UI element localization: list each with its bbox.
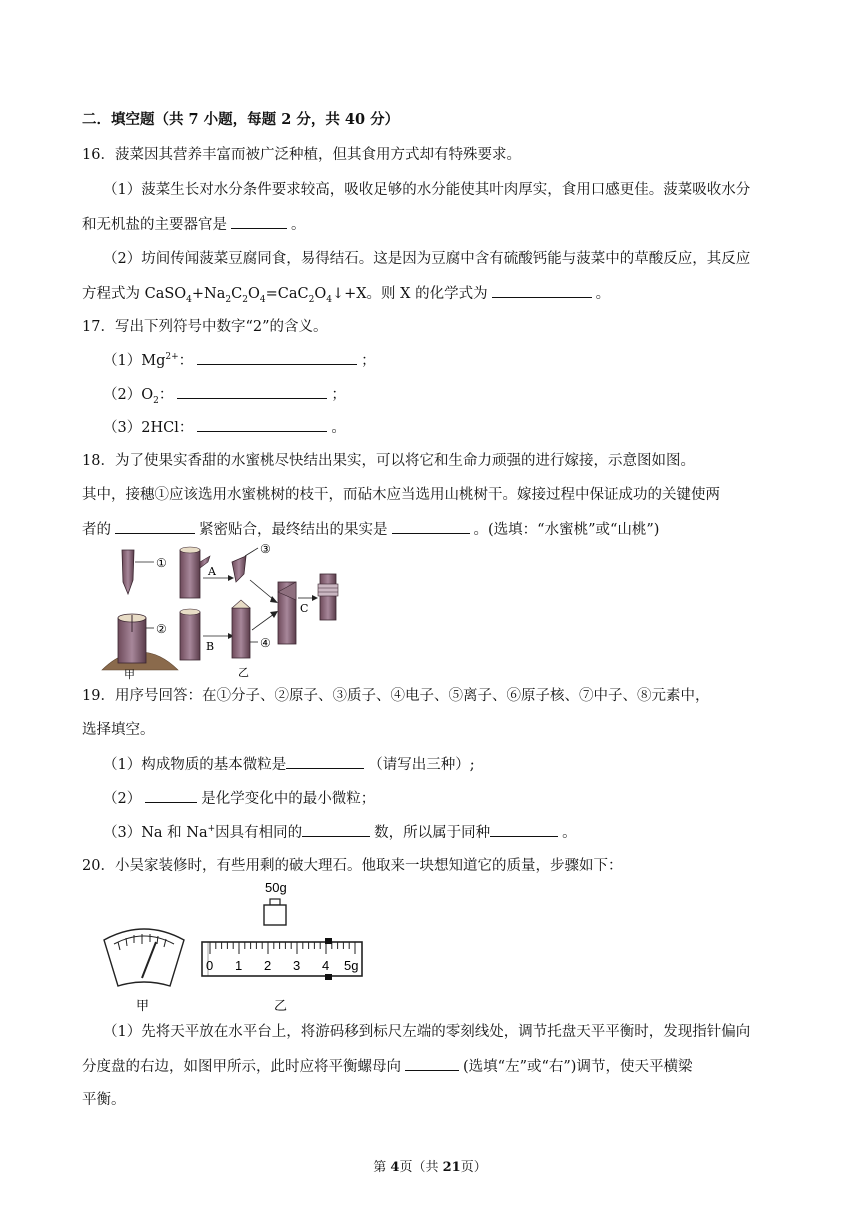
q19-item2-b: 是化学变化中的最小微粒；	[201, 791, 376, 807]
tick-3: 3	[293, 958, 301, 973]
rider-top	[325, 938, 332, 944]
label-C: C	[300, 602, 309, 615]
weight-figure	[264, 880, 287, 925]
q18-text-a: 者的	[82, 522, 111, 538]
q17-item3	[103, 417, 346, 438]
rider-bottom	[325, 974, 332, 980]
ruler-figure	[202, 938, 362, 1014]
q16-p1-line1: （1）菠菜生长对水分条件要求较高，吸收足够的水分能使其叶肉厚实，食用口感更佳。菠菜吸收水分	[103, 182, 751, 198]
q16-p2-line2: 方程式为 $CaSO_4+Na_2C_2O_4=CaC_2O_4↓+X$。则 X 的化学式为 。	[82, 283, 610, 304]
answer-blank[interactable]	[197, 417, 327, 432]
tick-4: 4	[322, 958, 330, 973]
footer-prefix: 第	[373, 1160, 391, 1175]
q20-text-b: (选填“左”或“右”)调节，使天平横梁	[463, 1059, 693, 1075]
scale-dial-figure	[104, 929, 184, 1014]
bound-figure	[318, 574, 338, 620]
q17-item2: $(2)O_2$： ；	[103, 384, 346, 405]
label-2: ②	[156, 622, 167, 636]
stock-B-figure	[180, 609, 200, 660]
answer-blank[interactable]	[286, 754, 364, 769]
answer-blank[interactable]	[302, 822, 370, 837]
q19-item1-a: （1）构成物质的基本微粒是	[103, 757, 287, 773]
grafting-figure	[100, 542, 350, 680]
q19-item3-a: （3）Na 和 Na	[103, 825, 208, 841]
label-1: ①	[156, 556, 167, 570]
q19-item1-b: （请写出三种）;	[368, 757, 475, 773]
q17-item2-label: （2）O	[103, 387, 154, 403]
q18-stem: 18．为了使果实香甜的水蜜桃尽快结出果实，可以将它和生命力顽强的进行嫁接，示意图如图。	[82, 453, 695, 469]
q19-item2	[103, 788, 375, 809]
equation-part-c: =CaC	[265, 286, 309, 302]
scion-3-figure	[232, 556, 246, 582]
combined-figure	[278, 582, 296, 644]
footer-suffix: 页）	[460, 1160, 487, 1175]
label-3: ③	[260, 542, 271, 556]
label-jia: 甲	[124, 668, 135, 680]
stock-4-figure	[232, 600, 250, 658]
q17-item3-label: （3）2HCl：	[103, 420, 194, 436]
q17-item1	[103, 350, 376, 371]
q18-line3	[82, 519, 659, 540]
q18-text-c: 。(选填：“水蜜桃”或“山桃”)	[473, 522, 660, 538]
charge-sup: +	[207, 824, 216, 835]
label-yi: 乙	[274, 999, 288, 1014]
label-jia: 甲	[136, 999, 150, 1014]
end-mark: 。	[595, 286, 611, 302]
footer-middle: 页（共	[399, 1160, 443, 1175]
weight-label: 50g	[265, 880, 287, 895]
colon: ：	[178, 353, 194, 369]
q20-p1-line3: 平衡。	[82, 1092, 126, 1108]
q16-p1-line2	[82, 214, 306, 235]
scion-1-figure	[122, 550, 134, 594]
end-mark: 。	[291, 217, 306, 233]
footer-page: 4	[390, 1160, 400, 1175]
equation-part-b: +Na	[191, 286, 226, 302]
answer-blank[interactable]	[392, 519, 470, 534]
end-mark: 。	[331, 420, 346, 436]
page-footer	[0, 1156, 860, 1175]
stock-A-figure	[180, 547, 210, 598]
tick-2: 2	[264, 958, 272, 973]
q17-item1-label: （1）Mg	[103, 353, 166, 369]
q18-line2: 其中，接穗①应该选用水蜜桃树的枝干，而砧木应当选用山桃树干。嫁接过程中保证成功的关键使两	[82, 487, 720, 503]
answer-blank[interactable]	[177, 384, 327, 399]
q19-item3-d: 。	[562, 825, 577, 841]
tick-1: 1	[235, 958, 243, 973]
q19-stem: 19．用序号回答：在①分子、②原子、③质子、④电子、⑤离子、⑥原子核、⑦中子、⑧元素中，	[82, 688, 710, 704]
q19-item3	[103, 822, 577, 843]
q19-item3-b: 因具有相同的	[215, 825, 303, 841]
answer-blank[interactable]	[231, 214, 287, 229]
q16-p2-line1: （2）坊间传闻菠菜豆腐同食，易得结石。这是因为豆腐中含有硫酸钙能与菠菜中的草酸反应，其反应	[103, 251, 751, 267]
tick-0: 0	[206, 958, 214, 973]
q19-item2-a: （2）	[103, 791, 142, 807]
charge-sup: 2+	[165, 352, 179, 363]
label-yi: 乙	[238, 666, 249, 679]
equation-part-a: 方程式为 CaSO	[82, 286, 187, 302]
section-heading: 二．填空题（共 7 小题，每题 2 分，共 40 分）	[82, 111, 400, 128]
q20-text-a: 分度盘的右边，如图甲所示，此时应将平衡螺母向	[82, 1059, 401, 1075]
q19-item3-c: 数，所以属于同种	[374, 825, 491, 841]
label-4: ④	[260, 636, 271, 650]
semicolon: ；	[361, 353, 376, 369]
q16-stem: 16．菠菜因其营养丰富而被广泛种植，但其食用方式却有特殊要求。	[82, 147, 521, 163]
footer-total: 21	[442, 1160, 461, 1175]
q17-stem: 17．写出下列符号中数字“2”的含义。	[82, 319, 328, 335]
label-B: B	[206, 640, 215, 653]
q19-item1	[103, 754, 475, 775]
q16-p1-text: 和无机盐的主要器官是	[82, 217, 227, 233]
colon: ：	[158, 387, 174, 403]
q18-text-b: 紧密贴合，最终结出的果实是	[199, 522, 388, 538]
balance-figure	[96, 878, 368, 1016]
q20-stem: 20．小吴家装修时，有些用剩的破大理石。他取来一块想知道它的质量，步骤如下：	[82, 858, 623, 874]
answer-blank[interactable]	[115, 519, 195, 534]
equation-part-d: ↓+X。则 X 的化学式为	[331, 286, 488, 302]
answer-blank[interactable]	[405, 1056, 459, 1071]
tick-5: 5g	[344, 958, 359, 973]
label-A: A	[208, 565, 216, 578]
q20-p1-line1: （1）先将天平放在水平台上，将游码移到标尺左端的零刻线处，调节托盘天平平衡时，发现指针偏向	[103, 1024, 751, 1040]
answer-blank[interactable]	[145, 788, 197, 803]
q20-p1-line2	[82, 1056, 692, 1077]
answer-blank[interactable]	[197, 350, 357, 365]
semicolon: ；	[331, 387, 346, 403]
answer-blank[interactable]	[492, 283, 592, 298]
answer-blank[interactable]	[490, 822, 558, 837]
q19-stem2: 选择填空。	[82, 722, 155, 738]
